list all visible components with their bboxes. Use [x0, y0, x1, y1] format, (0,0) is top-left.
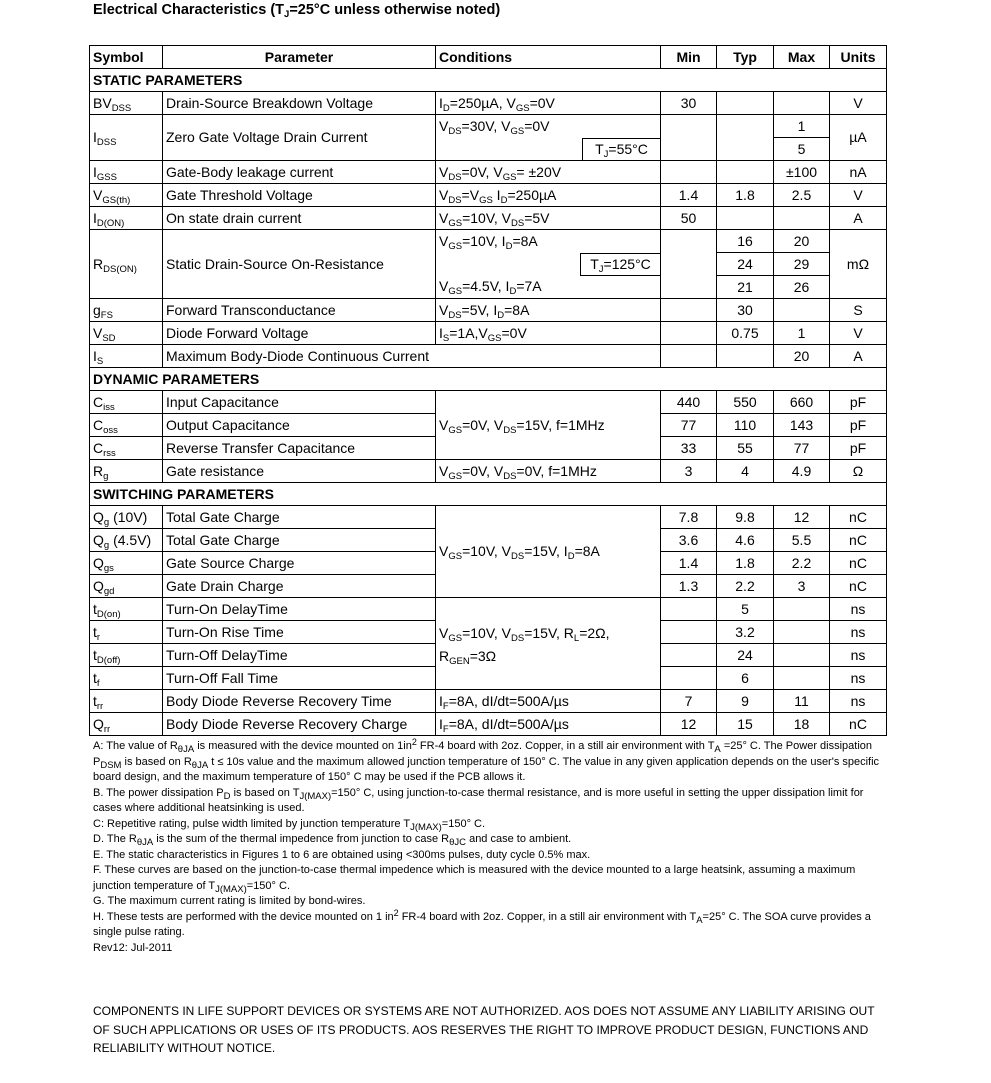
conditions-cell: [436, 138, 661, 161]
typ-cell: 24: [717, 644, 774, 667]
max-cell: 20: [774, 230, 830, 253]
units-cell: Ω: [830, 460, 887, 483]
min-cell: 1.3: [661, 575, 717, 598]
parameter-cell: Total Gate Charge: [163, 506, 436, 529]
parameter-cell: Forward Transconductance: [163, 299, 436, 322]
conditions-cell: $V_{DS}=30V$, $V_{GS}=0V$: [436, 115, 661, 138]
table-row: [90, 345, 887, 368]
table-row: [90, 299, 887, 322]
parameter-cell: Turn-On DelayTime: [163, 598, 436, 621]
min-cell: [661, 299, 717, 322]
table-row: [90, 460, 887, 483]
section-static: STATIC PARAMETERS: [90, 69, 887, 92]
note-h: H. These tests are performed with the device mounted on 1 $in^2$ FR-4 board with 2oz. Copper, in a still air environment with $T_A=25^\circ$ C. The SOA curve provides a single pulse rating.: [93, 907, 871, 938]
symbol-cell: $g_{FS}$: [90, 299, 163, 322]
max-cell: [774, 667, 830, 690]
max-cell: ±100: [774, 161, 830, 184]
units-cell: µA: [830, 115, 887, 161]
units-cell: nC: [830, 552, 887, 575]
typ-cell: 30: [717, 299, 774, 322]
conditions-cell: $V_{GS}=10V$, $V_{DS}=5V$: [436, 207, 661, 230]
max-cell: 2.5: [774, 184, 830, 207]
max-cell: [774, 92, 830, 115]
parameter-cell: Gate Threshold Voltage: [163, 184, 436, 207]
max-cell: 18: [774, 713, 830, 736]
table-row: [90, 207, 887, 230]
parameter-cell: Input Capacitance: [163, 391, 436, 414]
max-cell: [774, 598, 830, 621]
min-cell: [661, 161, 717, 184]
parameter-cell: Turn-Off Fall Time: [163, 667, 436, 690]
note-f: F. These curves are based on the junction-to-case thermal impedence which is measured with the device mounted to a large heatsink, assuming a maximum junction temperature of $T_{J(MAX)}=150^\circ$ C.: [93, 864, 856, 895]
conditions-cell: $V_{DS}=5V$, $I_D=8A$: [436, 299, 661, 322]
max-cell: 11: [774, 690, 830, 713]
conditions-cell: $I_S=1A,V_{GS}=0V$: [436, 322, 661, 345]
typ-cell: 2.2: [717, 575, 774, 598]
parameter-cell: Body Diode Reverse Recovery Time: [163, 690, 436, 713]
parameter-cell: Gate-Body leakage current: [163, 161, 436, 184]
symbol-cell: $I_{GSS}$: [90, 161, 163, 184]
max-cell: 5: [774, 138, 830, 161]
min-cell: 7: [661, 690, 717, 713]
note-c: C: Repetitive rating, pulse width limited by junction temperature $T_{J(MAX)}=150^\circ$ C.: [93, 817, 486, 833]
header-typ: Typ: [717, 46, 774, 69]
units-cell: V: [830, 322, 887, 345]
max-cell: 1: [774, 322, 830, 345]
typ-cell: [717, 92, 774, 115]
max-cell: 4.9: [774, 460, 830, 483]
symbol-cell: $t_{D(on)}$: [90, 598, 163, 621]
max-cell: 29: [774, 253, 830, 276]
symbol-cell: $I_{D(ON)}$: [90, 207, 163, 230]
symbol-cell: $R_g$: [90, 460, 163, 483]
min-cell: [661, 621, 717, 644]
units-cell: ns: [830, 667, 887, 690]
conditions-cell: $V_{GS}=10V$, $V_{DS}=15V$, $I_D=8A$: [436, 506, 661, 598]
min-cell: [661, 667, 717, 690]
symbol-cell: $C_{rss}$: [90, 437, 163, 460]
parameter-cell: Drain-Source Breakdown Voltage: [163, 92, 436, 115]
min-cell: 33: [661, 437, 717, 460]
disclaimer: COMPONENTS IN LIFE SUPPORT DEVICES OR SYSTEMS ARE NOT AUTHORIZED. AOS DOES NOT ASSUME ANY LIABILITY ARISING OUT OF SUCH APPLICATIONS OR USES OF ITS PRODUCTS. AOS RESERVES THE RIGHT TO IMPROVE PRODUCT DESIGN, FUNCTIONS AND RELIABILITY WITHOUT NOTICE.: [93, 1004, 875, 1055]
header-symbol: Symbol: [90, 46, 163, 69]
max-cell: 143: [774, 414, 830, 437]
typ-cell: 9: [717, 690, 774, 713]
max-cell: 3: [774, 575, 830, 598]
header-min: Min: [661, 46, 717, 69]
symbol-cell: $V_{GS(th)}$: [90, 184, 163, 207]
units-cell: nA: [830, 161, 887, 184]
parameter-cell: Turn-On Rise Time: [163, 621, 436, 644]
symbol-cell: $Q_g$ (4.5V): [90, 529, 163, 552]
symbol-cell: $t_{D(off)}$: [90, 644, 163, 667]
table-row: [90, 115, 887, 138]
conditions-cell: $V_{GS}=10V$, $I_D=8A$: [436, 230, 661, 253]
max-cell: 660: [774, 391, 830, 414]
typ-cell: [717, 345, 774, 368]
min-cell: 3: [661, 460, 717, 483]
section-switching: SWITCHING PARAMETERS: [90, 483, 887, 506]
note-e: E. The static characteristics in Figures 1 to 6 are obtained using <300ms pulses, duty cycle 0.5% max.: [93, 848, 591, 861]
header-max: Max: [774, 46, 830, 69]
units-cell: ns: [830, 690, 887, 713]
typ-cell: 4: [717, 460, 774, 483]
tj-condition: $T_J=55^\circ C$: [582, 138, 660, 161]
table-row: [90, 92, 887, 115]
typ-cell: [717, 207, 774, 230]
parameter-cell: Gate Drain Charge: [163, 575, 436, 598]
parameter-cell: Diode Forward Voltage: [163, 322, 436, 345]
typ-cell: [717, 161, 774, 184]
conditions-cell: $V_{GS}=4.5V$, $I_D=7A$: [436, 276, 661, 299]
conditions-cell: $I_F=8A$, dI/dt=500A/µs: [436, 690, 661, 713]
typ-cell: 55: [717, 437, 774, 460]
parameter-cell: Zero Gate Voltage Drain Current: [163, 115, 436, 161]
typ-cell: 1.8: [717, 184, 774, 207]
max-cell: [774, 207, 830, 230]
units-cell: S: [830, 299, 887, 322]
units-cell: nC: [830, 575, 887, 598]
min-cell: 1.4: [661, 184, 717, 207]
typ-cell: 21: [717, 276, 774, 299]
section-dynamic: DYNAMIC PARAMETERS: [90, 368, 887, 391]
units-cell: nC: [830, 713, 887, 736]
symbol-cell: $R_{DS(ON)}$: [90, 230, 163, 299]
min-cell: [661, 644, 717, 667]
min-cell: 1.4: [661, 552, 717, 575]
table-row: [90, 230, 887, 253]
parameter-cell: Turn-Off DelayTime: [163, 644, 436, 667]
note-a: A: The value of $R_{\theta JA}$ is measured with the device mounted on $1in^2$ FR-4 board with 2oz. Copper, in a still air environment with $T_A =25^\circ$ C. The Power dissipation $P_{DSM}$ is based on $R_{\theta JA}$ t ≤ 10s value and the maximum allowed junction temperature of 150° C. The value in any given application depends on the user's specific board design, and the maximum temperature of 150° C may be used if the PCB allows it.: [93, 737, 880, 783]
conditions-cell: $V_{GS}=10V$, $V_{DS}=15V$, $R_L=2\Omega$, $R_{GEN}=3\Omega$: [436, 598, 661, 690]
typ-cell: 6: [717, 667, 774, 690]
header-conditions: Conditions: [436, 46, 661, 69]
parameter-cell: Maximum Body-Diode Continuous Current: [163, 345, 661, 368]
max-cell: [774, 299, 830, 322]
conditions-cell: $I_F=8A$, dI/dt=500A/µs: [436, 713, 661, 736]
parameter-cell: Gate resistance: [163, 460, 436, 483]
parameter-cell: Static Drain-Source On-Resistance: [163, 230, 436, 299]
typ-cell: 550: [717, 391, 774, 414]
max-cell: 1: [774, 115, 830, 138]
symbol-cell: $t_{rr}$: [90, 690, 163, 713]
units-cell: pF: [830, 414, 887, 437]
units-cell: A: [830, 345, 887, 368]
symbol-cell: $C_{iss}$: [90, 391, 163, 414]
table-row: [90, 322, 887, 345]
symbol-cell: $I_S$: [90, 345, 163, 368]
units-cell: mΩ: [830, 230, 887, 299]
units-cell: V: [830, 92, 887, 115]
footnotes: [93, 739, 893, 956]
note-g: G. The maximum current rating is limited by bond-wires.: [93, 895, 366, 907]
conditions-cell: $I_D=250\mu A$, $V_{GS}=0V$: [436, 92, 661, 115]
typ-cell: 4.6: [717, 529, 774, 552]
max-cell: 20: [774, 345, 830, 368]
typ-cell: 0.75: [717, 322, 774, 345]
tj-condition: $T_J=125^\circ C$: [580, 253, 660, 276]
min-cell: 12: [661, 713, 717, 736]
symbol-cell: $C_{oss}$: [90, 414, 163, 437]
typ-cell: 15: [717, 713, 774, 736]
parameter-cell: Output Capacitance: [163, 414, 436, 437]
note-d: D. The $R_{\theta JA}$ is the sum of the thermal impedence from junction to case $R_{\theta JC}$ and case to ambient.: [93, 833, 572, 848]
table-row: [90, 690, 887, 713]
symbol-cell: $Q_{gs}$: [90, 552, 163, 575]
max-cell: 2.2: [774, 552, 830, 575]
max-cell: 26: [774, 276, 830, 299]
conditions-cell: [436, 253, 661, 276]
header-parameter: Parameter: [163, 46, 436, 69]
units-cell: pF: [830, 391, 887, 414]
table-row: [90, 506, 887, 529]
min-cell: 30: [661, 92, 717, 115]
symbol-cell: $Q_{rr}$: [90, 713, 163, 736]
min-cell: 3.6: [661, 529, 717, 552]
symbol-cell: $BV_{DSS}$: [90, 92, 163, 115]
header-row: [90, 46, 887, 69]
conditions-cell: $V_{DS}=V_{GS}$ $I_D=250\mu A$: [436, 184, 661, 207]
units-cell: ns: [830, 598, 887, 621]
min-cell: [661, 322, 717, 345]
table-row: [90, 391, 887, 414]
min-cell: [661, 115, 717, 161]
units-cell: ns: [830, 621, 887, 644]
max-cell: [774, 644, 830, 667]
max-cell: 5.5: [774, 529, 830, 552]
conditions-cell: $V_{GS}=0V$, $V_{DS}=15V$, f=1MHz: [436, 391, 661, 460]
conditions-cell: $V_{GS}=0V$, $V_{DS}=0V$, f=1MHz: [436, 460, 661, 483]
typ-cell: 1.8: [717, 552, 774, 575]
table-row: [90, 161, 887, 184]
parameter-cell: Total Gate Charge: [163, 529, 436, 552]
parameter-cell: On state drain current: [163, 207, 436, 230]
min-cell: 7.8: [661, 506, 717, 529]
conditions-cell: $V_{DS}=0V$, $V_{GS}= \pm 20V$: [436, 161, 661, 184]
max-cell: [774, 621, 830, 644]
table-row: [90, 713, 887, 736]
symbol-cell: $Q_{gd}$: [90, 575, 163, 598]
typ-cell: [717, 115, 774, 161]
min-cell: [661, 345, 717, 368]
parameter-cell: Gate Source Charge: [163, 552, 436, 575]
note-b: B. The power dissipation $P_D$ is based on $T_{J(MAX)}=150^\circ$ C, using junction-to-case thermal resistance, and is more useful in setting the upper dissipation limit for cases where additional heatsinking is used.: [93, 786, 864, 814]
min-cell: 440: [661, 391, 717, 414]
electrical-characteristics-table: [89, 45, 887, 736]
max-cell: 77: [774, 437, 830, 460]
table-row: [90, 184, 887, 207]
table-row: [90, 598, 887, 621]
units-cell: A: [830, 207, 887, 230]
min-cell: [661, 230, 717, 299]
units-cell: pF: [830, 437, 887, 460]
symbol-cell: $t_r$: [90, 621, 163, 644]
symbol-cell: $t_f$: [90, 667, 163, 690]
revision: Rev12: Jul-2011: [93, 941, 173, 954]
typ-cell: 110: [717, 414, 774, 437]
min-cell: 77: [661, 414, 717, 437]
parameter-cell: Body Diode Reverse Recovery Charge: [163, 713, 436, 736]
typ-cell: 9.8: [717, 506, 774, 529]
parameter-cell: Reverse Transfer Capacitance: [163, 437, 436, 460]
units-cell: nC: [830, 529, 887, 552]
typ-cell: 16: [717, 230, 774, 253]
typ-cell: 3.2: [717, 621, 774, 644]
header-units: Units: [830, 46, 887, 69]
units-cell: V: [830, 184, 887, 207]
min-cell: [661, 598, 717, 621]
symbol-cell: $Q_g$ (10V): [90, 506, 163, 529]
units-cell: nC: [830, 506, 887, 529]
typ-cell: 5: [717, 598, 774, 621]
symbol-cell: $I_{DSS}$: [90, 115, 163, 161]
typ-cell: 24: [717, 253, 774, 276]
symbol-cell: $V_{SD}$: [90, 322, 163, 345]
page-title: Electrical Characteristics ($T_J=25^\circ C$ unless otherwise noted): [93, 2, 501, 20]
units-cell: ns: [830, 644, 887, 667]
max-cell: 12: [774, 506, 830, 529]
min-cell: 50: [661, 207, 717, 230]
